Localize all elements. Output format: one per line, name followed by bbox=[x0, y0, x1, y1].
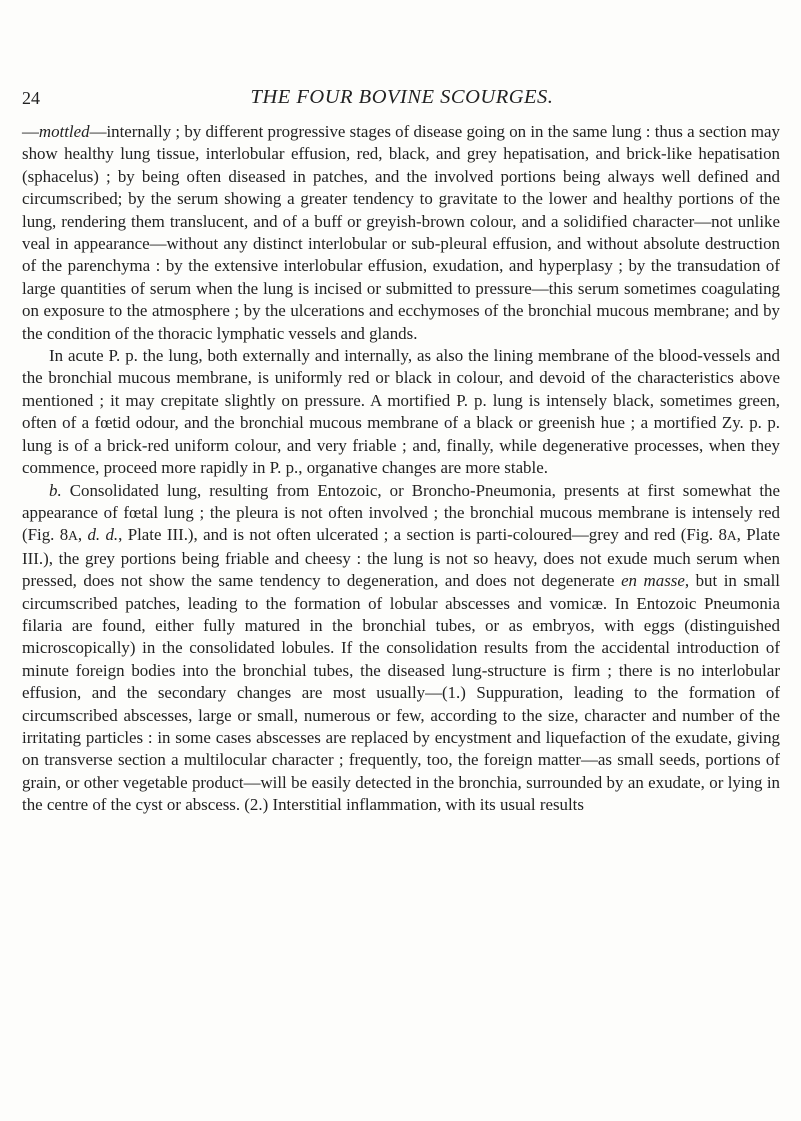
page-number: 24 bbox=[22, 88, 40, 108]
figure-ref-dd: d. d. bbox=[87, 525, 119, 545]
paragraph-acute-pp bbox=[22, 345, 780, 479]
paragraph-text-2: , bbox=[77, 525, 88, 545]
en-masse-term: en masse bbox=[621, 571, 685, 591]
paragraph-text-4: , Plate III.), the grey portions being friable and cheesy : the lung is not so heavy, does not exude much serum when pressed, does not show the same tendency to degeneration, and does not degenerate bbox=[22, 525, 781, 591]
mottled-term: mottled bbox=[38, 122, 90, 141]
paragraph-mottled bbox=[22, 121, 780, 345]
page-header bbox=[22, 84, 782, 114]
paragraph-text: In acute P. p. the lung, both externally and internally, as also the lining membrane of the blood-vessels and the bronchial mucous membrane, is uniformly red or black in colour, and devoid of the characteristics above mentioned ; it may crepitate slightly on pressure. A mortified P. p. lung is intensely black, sometimes green, often of a fœtid odour, and the bronchial mucous membrane of a black or greenish hue ; a mortified Zy. p. p. lung is of a brick-red uniform colour, and very friable ; and, finally, while degenerative processes, when they commence, proceed more rapidly in P. p., organative changes are more stable. bbox=[22, 346, 780, 478]
paragraph-text: —internally ; by different progressive stages of disease going on in the same lung : thus a section may show healthy lung tissue, interlobular effusion, red, black, and grey hepatisation, and brick-like hepatisation (sphacelus) ; by being often diseased in patches, and the involved portions being always well defined and circumscribed; by the serum showing a greater tendency to gravitate to the lower and healthy portions of the lung, rendering them translucent, and of a buff or greyish-brown colour, and a solidified character—not unlike veal in appearance—without any distinct interlobular or sub-pleural effusion, and without absolute destruction of the parenchyma : by the extensive interlobular effusion, exudation, and hyperplasy ; by the transudation of large quantities of serum when the lung is incised or submitted to pressure—this serum sometimes coagulating on exposure to the atmosphere ; by the ulcerations and ecchymoses of the bronchial mucous membrane; and by the condition of the thoracic lymphatic vessels and glands. bbox=[22, 122, 780, 343]
section-letter-b: b. bbox=[49, 480, 62, 500]
figure-letter-a: A bbox=[726, 528, 737, 544]
figure-letter-a: A bbox=[68, 528, 78, 544]
paragraph-text-3: , Plate III.), and is not often ulcerated ; a section is parti-coloured—grey and red (Fig. 8 bbox=[118, 525, 727, 545]
running-title: THE FOUR BOVINE SCOURGES. bbox=[250, 86, 554, 108]
paragraph-consolidated-lung bbox=[22, 480, 780, 817]
opening-dash: — bbox=[22, 122, 39, 141]
body-text bbox=[22, 121, 780, 817]
paragraph-text-5: , but in small circumscribed patches, leading to the formation of lobular abscesses and vomicæ. In Entozoic Pneumonia filaria are found, either fully matured in the bronchial tubes, or as embryos, with eggs (distinguished microscopically) in the consolidated lobules. If the consolidation results from the accidental introduction of minute foreign bodies into the bronchial tubes, the diseased lung-structure is firm ; there is no interlobular effusion, and the secondary changes are most usually—(1.) Suppuration, leading to the formation of circumscribed abscesses, large or small, numerous or few, according to the size, character and number of the irritating particles : in some cases abscesses are replaced by encystment and liquefaction of the exudate, giving on transverse section a multilocular character ; frequently, too, the foreign matter—as small seeds, portions of grain, or other vegetable product—will be easily detected in the bronchia, surrounded by an exudate, or lying in the centre of the cyst or abscess. (2.) Interstitial inflammation, with its usual results bbox=[22, 571, 781, 815]
paragraph-text-1: Consolidated lung, resulting from Entozoic, or Broncho-Pneumonia, presents at first somewhat the appearance of fœtal lung ; the pleura is not often involved ; the bronchial mucous membrane is intensely red (Fig. 8 bbox=[22, 480, 780, 545]
